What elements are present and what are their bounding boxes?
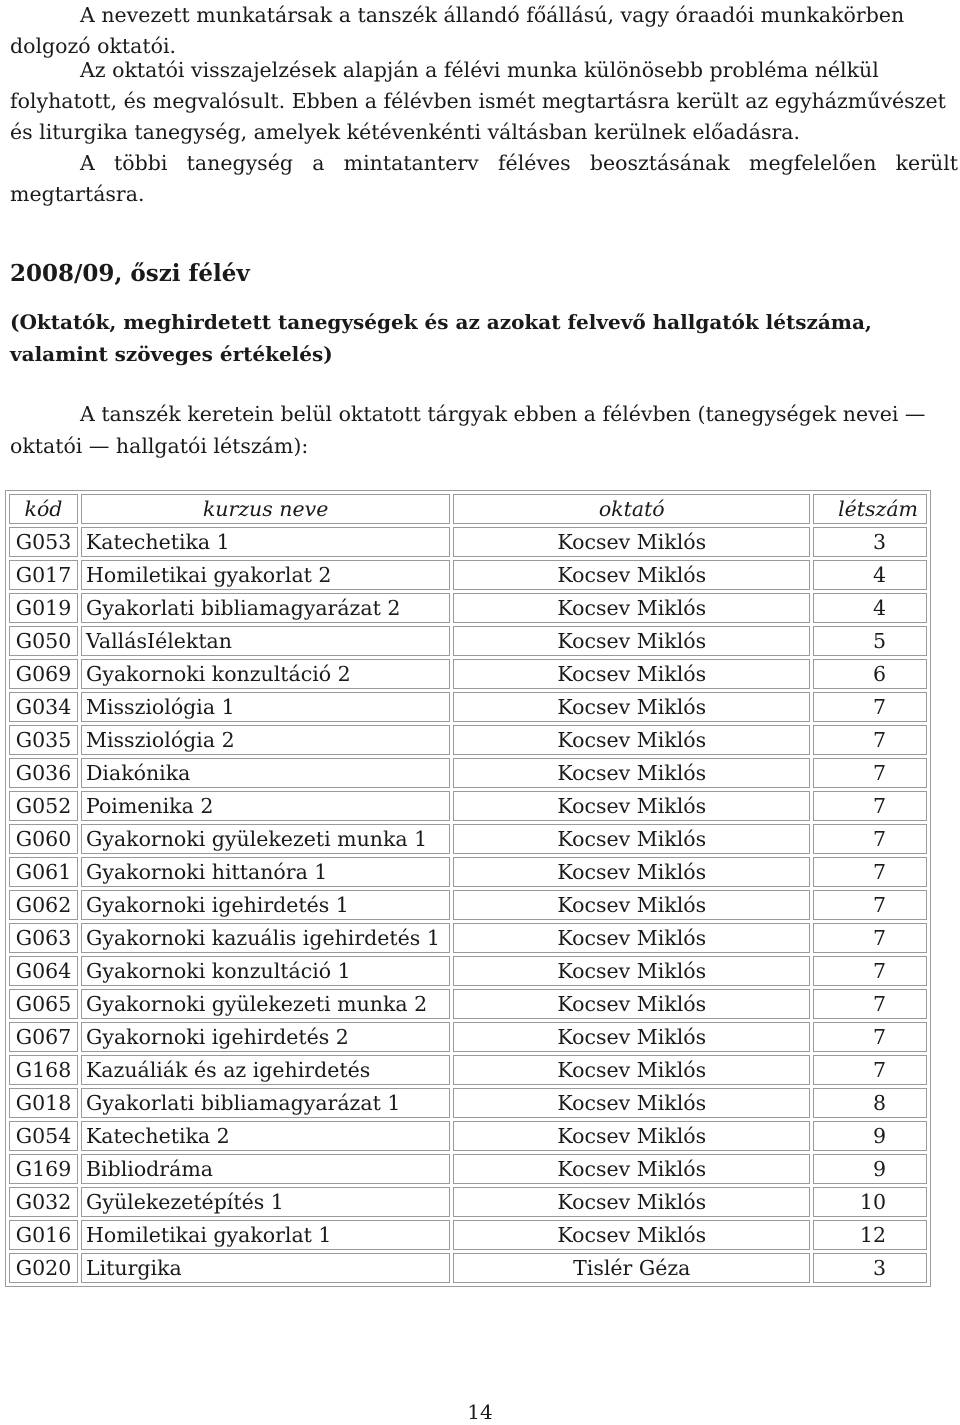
course-name-cell: Katechetika 2 — [81, 1121, 450, 1151]
code-cell: G052 — [9, 791, 78, 821]
table-row — [9, 1121, 927, 1151]
count-cell: 7 — [813, 1055, 927, 1085]
course-name-cell: Gyakornoki igehirdetés 2 — [81, 1022, 450, 1052]
table-row — [9, 1253, 927, 1283]
count-cell: 6 — [813, 659, 927, 689]
table-row — [9, 725, 927, 755]
code-cell: G018 — [9, 1088, 78, 1118]
intro-paragraph-1 — [10, 0, 958, 62]
teacher-cell: Kocsev Miklós — [453, 527, 810, 557]
header-course-name: kurzus neve — [81, 494, 450, 524]
code-cell: G063 — [9, 923, 78, 953]
course-name-cell: Gyakornoki gyülekezeti munka 1 — [81, 824, 450, 854]
teacher-cell: Kocsev Miklós — [453, 593, 810, 623]
table-row — [9, 593, 927, 623]
table-row — [9, 989, 927, 1019]
code-cell: G053 — [9, 527, 78, 557]
table-row — [9, 1187, 927, 1217]
teacher-cell: Kocsev Miklós — [453, 692, 810, 722]
count-cell: 10 — [813, 1187, 927, 1217]
table-row — [9, 626, 927, 656]
table-row — [9, 527, 927, 557]
course-name-cell: Gyakornoki kazuális igehirdetés 1 — [81, 923, 450, 953]
table-row — [9, 791, 927, 821]
course-name-cell: Missziológia 2 — [81, 725, 450, 755]
code-cell: G054 — [9, 1121, 78, 1151]
code-cell: G069 — [9, 659, 78, 689]
code-cell: G050 — [9, 626, 78, 656]
count-cell: 4 — [813, 593, 927, 623]
count-cell: 3 — [813, 1253, 927, 1283]
course-name-cell: Poimenika 2 — [81, 791, 450, 821]
teacher-cell: Kocsev Miklós — [453, 1121, 810, 1151]
paragraph-line: megtartásra. — [10, 182, 145, 206]
code-cell: G060 — [9, 824, 78, 854]
count-cell: 7 — [813, 1022, 927, 1052]
header-count: létszám — [813, 494, 927, 524]
teacher-cell: Kocsev Miklós — [453, 791, 810, 821]
teacher-cell: Kocsev Miklós — [453, 1022, 810, 1052]
teacher-cell: Kocsev Miklós — [453, 725, 810, 755]
teacher-cell: Kocsev Miklós — [453, 923, 810, 953]
course-name-cell: Gyakornoki hittanóra 1 — [81, 857, 450, 887]
count-cell: 7 — [813, 824, 927, 854]
table-row — [9, 758, 927, 788]
course-name-cell: Gyülekezetépítés 1 — [81, 1187, 450, 1217]
teacher-cell: Kocsev Miklós — [453, 758, 810, 788]
course-name-cell: Missziológia 1 — [81, 692, 450, 722]
paragraph-line: A többi tanegység a mintatanterv féléves beosztásának megfelelően került — [80, 151, 958, 175]
teacher-cell: Kocsev Miklós — [453, 857, 810, 887]
paragraph-line: és liturgika tanegység, amelyek kétévenkénti váltásban kerülnek előadásra. — [10, 120, 801, 144]
teacher-cell: Kocsev Miklós — [453, 626, 810, 656]
code-cell: G169 — [9, 1154, 78, 1184]
course-name-cell: VallásIélektan — [81, 626, 450, 656]
count-cell: 7 — [813, 956, 927, 986]
table-row — [9, 1022, 927, 1052]
course-name-cell: Liturgika — [81, 1253, 450, 1283]
courses-table — [5, 490, 931, 1287]
code-cell: G168 — [9, 1055, 78, 1085]
paragraph-line: folyhatott, és megvalósult. Ebben a félévben ismét megtartásra került az egyházművészet — [10, 89, 946, 113]
teacher-cell: Kocsev Miklós — [453, 659, 810, 689]
paragraph-line: Az oktatói visszajelzések alapján a félévi munka különösebb probléma nélkül — [80, 58, 879, 82]
page-number: 14 — [467, 1400, 493, 1424]
count-cell: 9 — [813, 1121, 927, 1151]
paragraph-line: dolgozó oktatói. — [10, 34, 177, 58]
header-teacher: oktató — [453, 494, 810, 524]
course-name-cell: Bibliodráma — [81, 1154, 450, 1184]
code-cell: G065 — [9, 989, 78, 1019]
course-name-cell: Gyakornoki konzultáció 1 — [81, 956, 450, 986]
course-name-cell: Diakónika — [81, 758, 450, 788]
table-body — [9, 527, 927, 1283]
course-name-cell: Kazuáliák és az igehirdetés — [81, 1055, 450, 1085]
table-row — [9, 824, 927, 854]
paragraph-line: A nevezett munkatársak a tanszék állandó főállású, vagy óraadói munkakörben — [80, 3, 905, 27]
table-row — [9, 1220, 927, 1250]
table-row — [9, 1055, 927, 1085]
count-cell: 12 — [813, 1220, 927, 1250]
code-cell: G067 — [9, 1022, 78, 1052]
table-intro-label: A tanszék keretein belül oktatott tárgyak ebben a félévben (tanegységek nevei — oktatói — hallgatói létszám): — [10, 402, 926, 458]
count-cell: 7 — [813, 725, 927, 755]
count-cell: 7 — [813, 791, 927, 821]
course-name-cell: Gyakorlati bibliamagyarázat 1 — [81, 1088, 450, 1118]
code-cell: G062 — [9, 890, 78, 920]
table-intro-text — [10, 398, 955, 462]
code-cell: G020 — [9, 1253, 78, 1283]
code-cell: G064 — [9, 956, 78, 986]
intro-paragraph-2 — [10, 55, 958, 148]
intro-paragraph-3 — [10, 148, 958, 210]
code-cell: G032 — [9, 1187, 78, 1217]
count-cell: 7 — [813, 890, 927, 920]
table-row — [9, 1088, 927, 1118]
count-cell: 7 — [813, 857, 927, 887]
table-row — [9, 659, 927, 689]
code-cell: G061 — [9, 857, 78, 887]
course-name-cell: Homiletikai gyakorlat 1 — [81, 1220, 450, 1250]
count-cell: 7 — [813, 923, 927, 953]
section-title: 2008/09, őszi félév — [10, 260, 250, 287]
count-cell: 7 — [813, 692, 927, 722]
course-name-cell: Gyakornoki gyülekezeti munka 2 — [81, 989, 450, 1019]
table-row — [9, 560, 927, 590]
teacher-cell: Tislér Géza — [453, 1253, 810, 1283]
course-name-cell: Homiletikai gyakorlat 2 — [81, 560, 450, 590]
course-name-cell: Gyakornoki igehirdetés 1 — [81, 890, 450, 920]
count-cell: 3 — [813, 527, 927, 557]
table-row — [9, 956, 927, 986]
code-cell: G036 — [9, 758, 78, 788]
course-name-cell: Katechetika 1 — [81, 527, 450, 557]
table-row — [9, 923, 927, 953]
teacher-cell: Kocsev Miklós — [453, 1088, 810, 1118]
code-cell: G035 — [9, 725, 78, 755]
table-row — [9, 857, 927, 887]
teacher-cell: Kocsev Miklós — [453, 1154, 810, 1184]
course-name-cell: Gyakornoki konzultáció 2 — [81, 659, 450, 689]
code-cell: G019 — [9, 593, 78, 623]
section-subtitle: (Oktatók, meghirdetett tanegységek és az azokat felvevő hallgatók létszáma, valamint szöveges értékelés) — [10, 310, 872, 366]
teacher-cell: Kocsev Miklós — [453, 1055, 810, 1085]
count-cell: 4 — [813, 560, 927, 590]
count-cell: 9 — [813, 1154, 927, 1184]
code-cell: G017 — [9, 560, 78, 590]
code-cell: G034 — [9, 692, 78, 722]
table-row — [9, 692, 927, 722]
teacher-cell: Kocsev Miklós — [453, 1187, 810, 1217]
teacher-cell: Kocsev Miklós — [453, 956, 810, 986]
teacher-cell: Kocsev Miklós — [453, 1220, 810, 1250]
table-row — [9, 1154, 927, 1184]
count-cell: 7 — [813, 989, 927, 1019]
count-cell: 7 — [813, 758, 927, 788]
table-header-row — [9, 494, 927, 524]
teacher-cell: Kocsev Miklós — [453, 890, 810, 920]
teacher-cell: Kocsev Miklós — [453, 560, 810, 590]
table-row — [9, 890, 927, 920]
code-cell: G016 — [9, 1220, 78, 1250]
count-cell: 8 — [813, 1088, 927, 1118]
teacher-cell: Kocsev Miklós — [453, 824, 810, 854]
course-name-cell: Gyakorlati bibliamagyarázat 2 — [81, 593, 450, 623]
header-code: kód — [9, 494, 78, 524]
teacher-cell: Kocsev Miklós — [453, 989, 810, 1019]
count-cell: 5 — [813, 626, 927, 656]
